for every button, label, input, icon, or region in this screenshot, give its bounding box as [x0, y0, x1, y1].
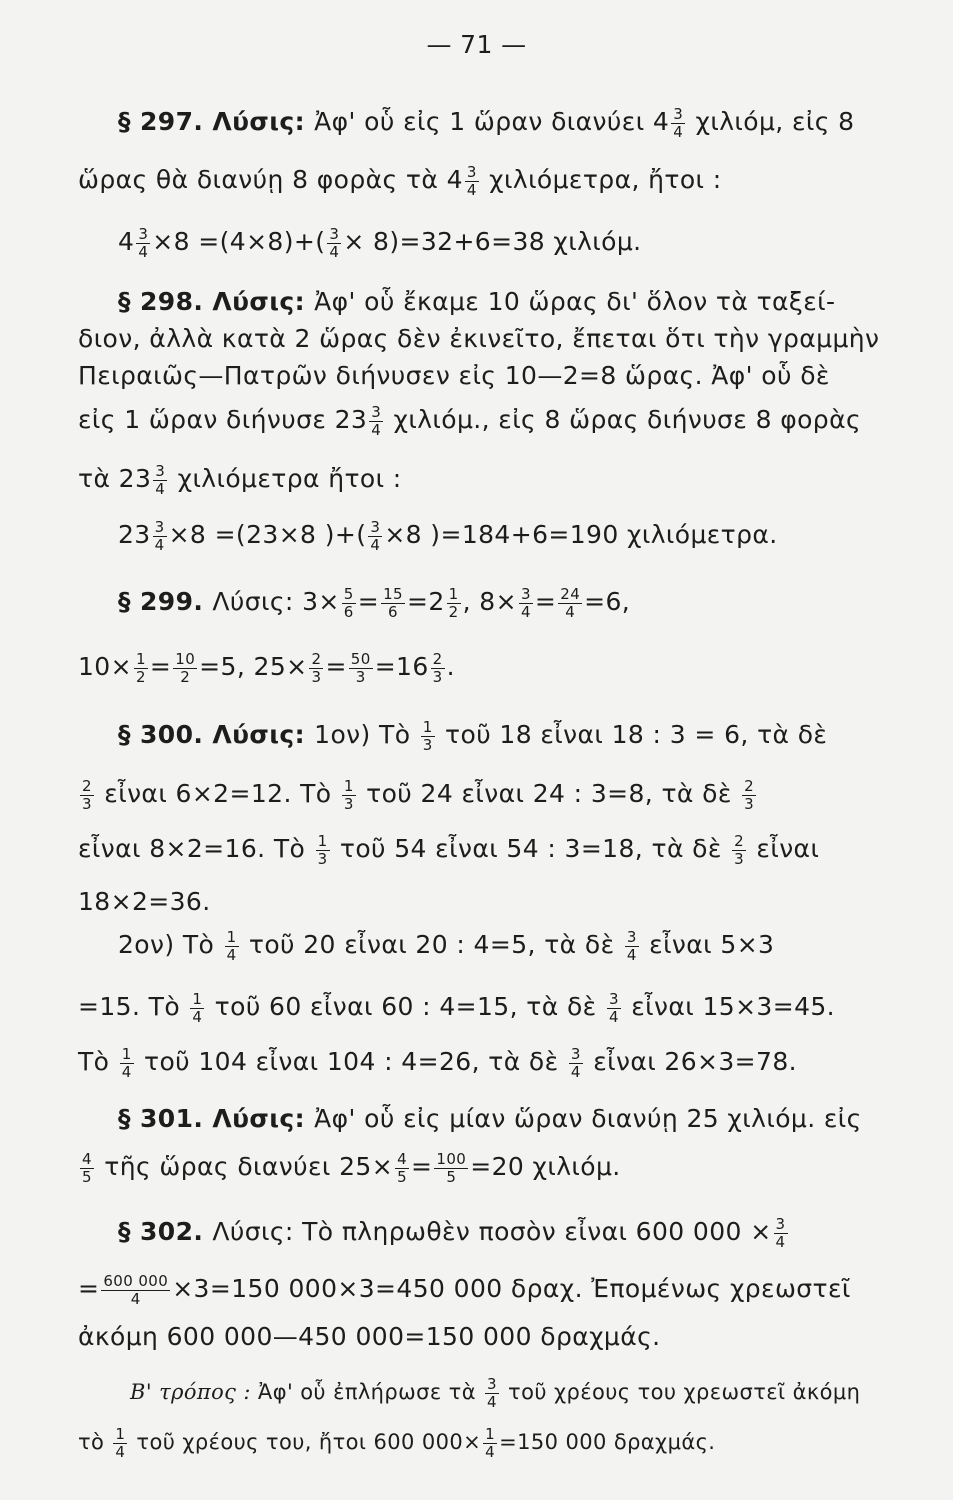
s298-line-4: εἰς 1 ὥραν διήνυσε 23 $\frac{3}{4}$ χιλιόμ., εἰς 8 ὥρας διήνυσε 8 φορὰς [78, 402, 862, 439]
s302-line-1: § 302. Λύσις: Τὸ πληρωθὲν ποσὸν εἶναι 600 000 × $\frac{3}{4}$ [118, 1214, 786, 1251]
s298-line-5: τὰ 23 $\frac{3}{4}$ χιλιόμετρα ἤτοι : [78, 461, 402, 498]
fraction: $\frac{3}{4}$ [520, 584, 531, 621]
s297-equation: 4 $\frac{3}{4}$ ×8 =(4×8)+( $\frac{3}{4}$ × 8)=32+6=38 χιλιόμ. [118, 224, 642, 261]
s300-line-3: εἶναι 8×2=16. Τὸ $\frac{1}{3}$ τοῦ 54 εἶναι 54 : 3=18, τὰ δὲ $\frac{2}{3}$ εἶναι [78, 831, 820, 868]
fraction: $\frac{4}{5}$ [82, 1149, 92, 1186]
fraction: $\frac{1}{2}$ [448, 584, 459, 621]
fraction: $\frac{24}{4}$ [560, 584, 581, 621]
solution-label: Λύσις: [212, 287, 315, 316]
s302-line-2: = $\frac{600 000}{4}$ ×3=150 000×3=450 000 δραχ. Ἐπομένως χρεωστεῖ [78, 1271, 851, 1308]
fraction: $\frac{3}{4}$ [138, 224, 149, 261]
fraction: $\frac{600 000}{4}$ [103, 1271, 169, 1308]
s300-line-1: § 300. Λύσις: 1ον) Τὸ $\frac{1}{3}$ τοῦ 18 εἶναι 18 : 3 = 6, τὰ δὲ [118, 717, 828, 754]
fraction: $\frac{3}{4}$ [466, 162, 477, 199]
fraction: $\frac{4}{5}$ [397, 1149, 408, 1186]
solution-label: Λύσις: [212, 1217, 303, 1246]
fraction: $\frac{2}{3}$ [744, 776, 755, 813]
solution-label: Λύσις: [212, 1104, 315, 1133]
fraction: $\frac{3}{4}$ [487, 1374, 497, 1411]
s300-line-5: 2ον) Τὸ $\frac{1}{4}$ τοῦ 20 εἶναι 20 : 4=5, τὰ δὲ $\frac{3}{4}$ εἶναι 5×3 [118, 927, 775, 964]
fraction: $\frac{50}{3}$ [350, 649, 371, 686]
fraction: $\frac{1}{3}$ [317, 831, 328, 868]
fraction: $\frac{3}{4}$ [370, 517, 381, 554]
fraction: $\frac{3}{4}$ [608, 989, 619, 1026]
section-number: § 297. [118, 107, 213, 136]
fraction: $\frac{1}{4}$ [121, 1044, 132, 1081]
fraction: $\frac{2}{3}$ [311, 649, 322, 686]
fraction: $\frac{1}{4}$ [192, 989, 203, 1026]
s298-line-1: § 298. Λύσις: Ἀφ' οὗ ἔκαμε 10 ὥρας δι' ὅλον τὰ ταξεί- [118, 287, 836, 316]
s297-line-2: ὥρας θὰ διανύῃ 8 φορὰς τὰ 4 $\frac{3}{4}$ χιλιόμετρα, ἤτοι : [78, 162, 722, 199]
s301-line-1: § 301. Λύσις: Ἀφ' οὗ εἰς μίαν ὥραν διανύῃ 25 χιλιόμ. εἰς [118, 1104, 862, 1133]
fraction: $\frac{10}{2}$ [175, 649, 196, 686]
fraction: $\frac{3}{4}$ [570, 1044, 581, 1081]
fraction: $\frac{15}{6}$ [383, 584, 403, 621]
fraction: $\frac{1}{3}$ [343, 776, 354, 813]
solution-label: Λύσις: [212, 720, 315, 749]
fraction: $\frac{100}{5}$ [436, 1149, 467, 1186]
solution-label: Λύσις: [212, 107, 315, 136]
fraction: $\frac{2}{3}$ [82, 776, 92, 813]
fraction: $\frac{2}{3}$ [432, 649, 443, 686]
fraction: $\frac{3}{4}$ [775, 1214, 786, 1251]
s300-line-4: 18×2=36. [78, 887, 211, 916]
fraction: $\frac{1}{4}$ [226, 927, 237, 964]
s301-line-2: $\frac{4}{5}$ τῆς ὥρας διανύει 25× $\frac{4}{5}$ = $\frac{100}{5}$ =20 χιλιόμ. [82, 1149, 621, 1186]
s297-line-1: § 297. Λύσις: Ἀφ' οὗ εἰς 1 ὥραν διανύει 4 $\frac{3}{4}$ χιλιόμ, εἰς 8 [118, 104, 855, 141]
s298-line-2: διον, ἀλλὰ κατὰ 2 ὥρας δὲν ἐκινεῖτο, ἔπεται ὅτι τὴν γραμμὴν [78, 324, 880, 353]
page-number: — 71 — [426, 30, 527, 59]
fraction: $\frac{2}{3}$ [734, 831, 745, 868]
s302-line-4: Β' τρόπος : Ἀφ' οὗ ἐπλήρωσε τὰ $\frac{3}{4}$ τοῦ χρέους του χρεωστεῖ ἀκόμη [130, 1374, 861, 1411]
fraction: $\frac{5}{6}$ [343, 584, 354, 621]
fraction: $\frac{1}{4}$ [485, 1424, 496, 1461]
fraction: $\frac{1}{2}$ [135, 649, 146, 686]
fraction: $\frac{1}{4}$ [115, 1424, 126, 1461]
fraction: $\frac{3}{4}$ [329, 224, 340, 261]
s298-equation: 23 $\frac{3}{4}$ ×8 =(23×8 )+( $\frac{3}{4}$ ×8 )=184+6=190 χιλιόμετρα. [118, 517, 778, 554]
s300-line-2: $\frac{2}{3}$ εἶναι 6×2=12. Τὸ $\frac{1}{3}$ τοῦ 24 εἶναι 24 : 3=8, τὰ δὲ $\frac{2}{3}$ [82, 776, 755, 813]
s299-line-1: § 299. Λύσις: 3× $\frac{5}{6}$ = $\frac{15}{6}$ =2 $\frac{1}{2}$ , 8× $\frac{3}{4}$ = $\frac{24}{4}$ =6, [118, 584, 631, 621]
fraction: $\frac{3}{4}$ [673, 104, 684, 141]
s302-line-3: ἀκόμη 600 000—450 000=150 000 δραχμάς. [78, 1322, 661, 1351]
s298-line-3: Πειραιῶς—Πατρῶν διήνυσεν εἰς 10—2=8 ὥρας. Ἀφ' οὗ δὲ [78, 361, 830, 390]
s300-line-7: Τὸ $\frac{1}{4}$ τοῦ 104 εἶναι 104 : 4=26, τὰ δὲ $\frac{3}{4}$ εἶναι 26×3=78. [78, 1044, 797, 1081]
s302-line-5: τὸ $\frac{1}{4}$ τοῦ χρέους του, ἤτοι 600 000× $\frac{1}{4}$ =150 000 δραχμάς. [78, 1424, 716, 1461]
solution-label: Λύσις: [212, 587, 303, 616]
fraction: $\frac{3}{4}$ [154, 517, 165, 554]
s300-line-6: =15. Τὸ $\frac{1}{4}$ τοῦ 60 εἶναι 60 : 4=15, τὰ δὲ $\frac{3}{4}$ εἶναι 15×3=45. [78, 989, 836, 1026]
method-label: Β' τρόπος : [130, 1380, 258, 1404]
fraction: $\frac{3}{4}$ [155, 461, 166, 498]
fraction: $\frac{3}{4}$ [371, 402, 382, 439]
fraction: $\frac{1}{3}$ [422, 717, 433, 754]
fraction: $\frac{3}{4}$ [626, 927, 637, 964]
s299-line-2: 10× $\frac{1}{2}$ = $\frac{10}{2}$ =5, 25× $\frac{2}{3}$ = $\frac{50}{3}$ =16 $\frac{2}{3}$ . [78, 649, 455, 686]
